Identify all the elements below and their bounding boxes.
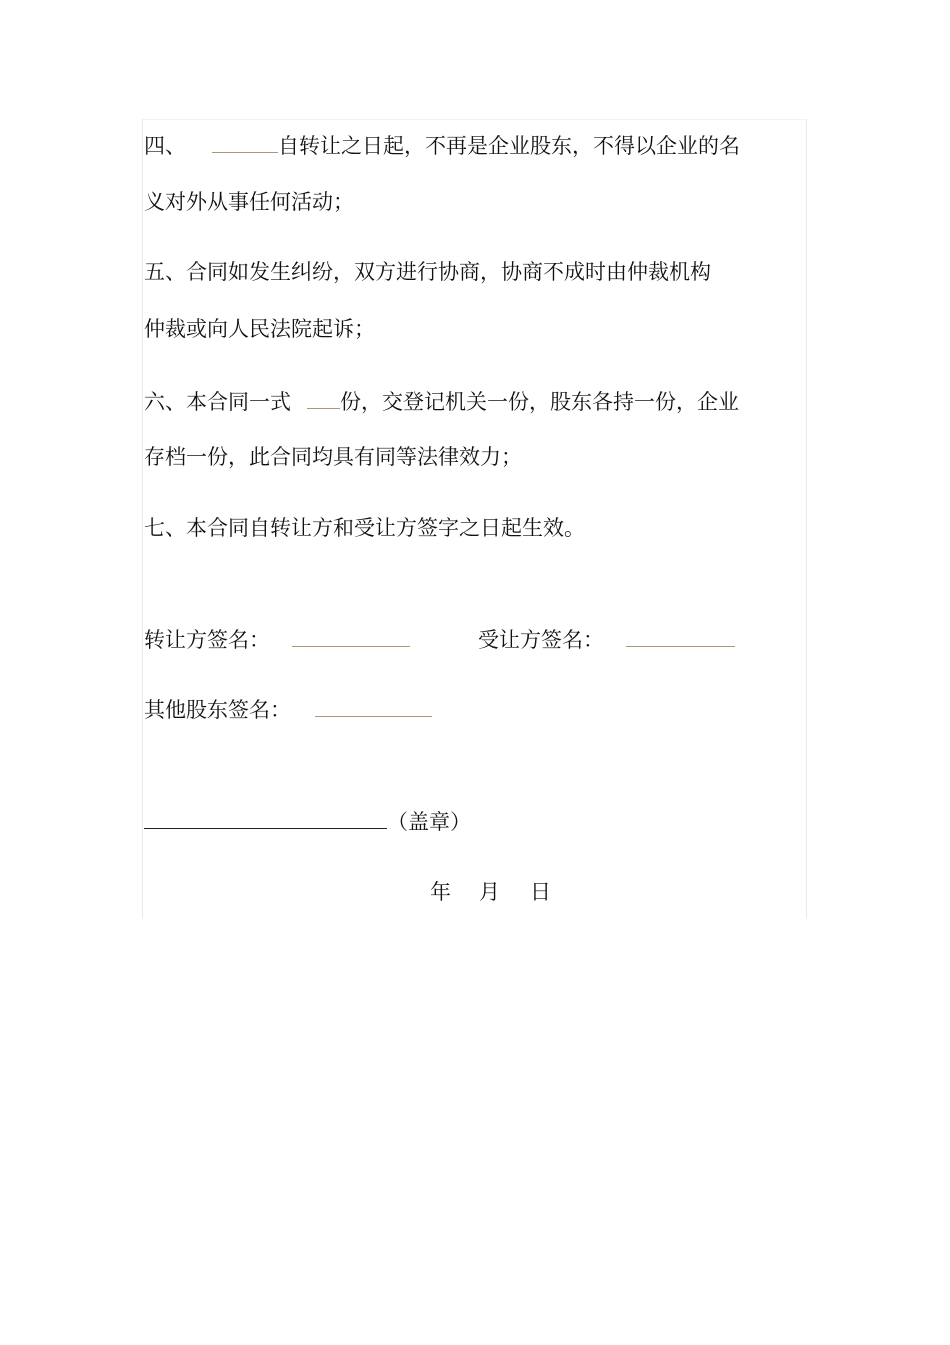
clause-6-line-2: 存档一份，此合同均具有同等法律效力； bbox=[144, 445, 522, 469]
clause-4-prefix: 四、 bbox=[144, 134, 186, 158]
date-day-label: 日 bbox=[530, 880, 551, 904]
clause-6-line-1 bbox=[144, 386, 739, 416]
transferor-signature-label: 转让方签名： bbox=[144, 628, 270, 652]
seal-label: （盖章） bbox=[387, 810, 471, 834]
clause-5-line-1: 五、合同如发生纠纷，双方进行协商，协商不成时由仲裁机构 bbox=[144, 260, 711, 284]
date-month-label: 月 bbox=[479, 880, 500, 904]
clause-4-text-1: 自转让之日起，不再是企业股东，不得以企业的名 bbox=[278, 134, 740, 158]
clause-4-line-1 bbox=[144, 130, 740, 160]
signature-row-1 bbox=[144, 624, 735, 654]
date-year-label: 年 bbox=[430, 880, 451, 904]
clause-6-copies-blank[interactable] bbox=[307, 386, 340, 409]
clause-6-text-1: 份，交登记机关一份，股东各持一份，企业 bbox=[340, 390, 739, 414]
clause-7-line-1: 七、本合同自转让方和受让方签字之日起生效。 bbox=[144, 516, 585, 540]
transferee-signature-label: 受让方签名： bbox=[478, 628, 604, 652]
transferee-signature-field[interactable] bbox=[626, 624, 735, 647]
company-seal-field[interactable] bbox=[144, 806, 387, 829]
signature-row-2 bbox=[144, 694, 432, 724]
other-shareholders-signature-field[interactable] bbox=[315, 694, 432, 717]
clause-5-line-2: 仲裁或向人民法院起诉； bbox=[144, 317, 375, 341]
seal-row bbox=[144, 806, 471, 836]
clause-4-line-2: 义对外从事任何活动； bbox=[144, 190, 354, 214]
clause-4-blank[interactable] bbox=[212, 130, 278, 153]
transferor-signature-field[interactable] bbox=[292, 624, 410, 647]
clause-6-prefix: 六、本合同一式 bbox=[144, 390, 291, 414]
other-shareholders-signature-label: 其他股东签名： bbox=[144, 698, 291, 722]
